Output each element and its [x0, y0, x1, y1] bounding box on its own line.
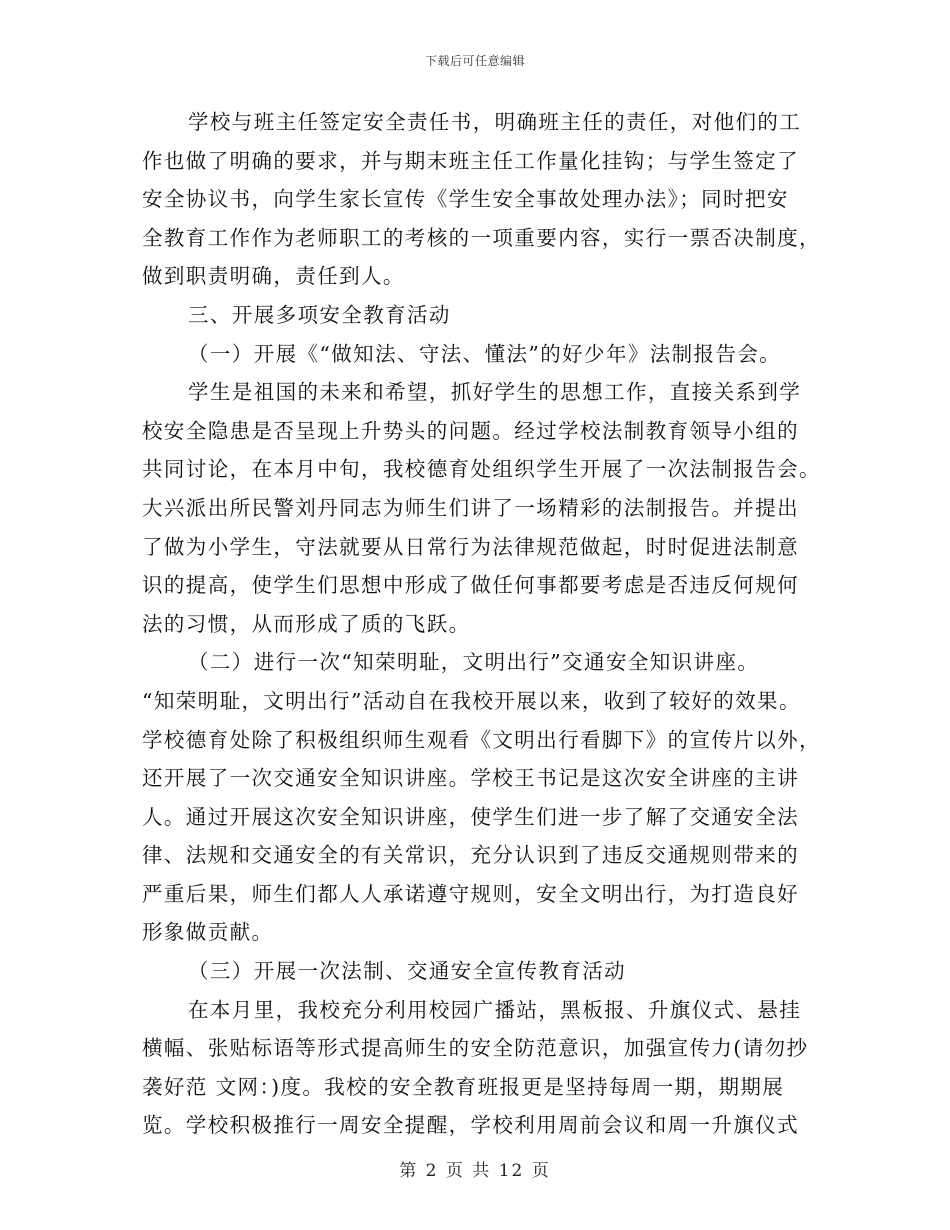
paragraph-line: 安全协议书，向学生家长宣传《学生安全事故处理办法》；同时把安: [142, 187, 789, 212]
paragraph-line: 识的提高，使学生们思想中形成了做任何事都要考虑是否违反何规何: [142, 573, 799, 598]
paragraph-line: 校安全隐患是否呈现上升势头的问题。经过学校法制教育领导小组的: [142, 418, 799, 443]
paragraph-line: 横幅、张贴标语等形式提高师生的安全防范意识，加强宣传力(请勿抄: [142, 1036, 809, 1061]
paragraph-line: 共同讨论，在本月中旬，我校德育处组织学生开展了一次法制报告会。: [142, 457, 821, 482]
page-header: 下载后可任意编辑: [424, 54, 525, 68]
subsection-heading: （二）进行一次“知荣明耻，文明出行”交通安全知识讲座。: [188, 650, 760, 675]
document-body: [142, 103, 821, 1145]
paragraph-line: “知荣明耻，文明出行”活动自在我校开展以来，收到了较好的效果。: [142, 688, 801, 713]
paragraph-line: 大兴派出所民警刘丹同志为师生们讲了一场精彩的法制报告。并提出: [142, 495, 799, 520]
page-number-footer: 第 2 页 共 12 页: [399, 1161, 551, 1181]
paragraph-line: 严重后果，师生们都人人承诺遵守规则，安全文明出行，为打造良好: [142, 881, 799, 906]
paragraph-line: 形象做贡献。: [142, 920, 274, 945]
paragraph-line: 学校德育处除了积极组织师生观看《文明出行看脚下》的宣传片以外，: [142, 727, 821, 752]
paragraph-line: 还开展了一次交通安全知识讲座。学校王书记是这次安全讲座的主讲: [142, 766, 799, 791]
paragraph-line: 袭好范 文网：)度。我校的安全教育班报更是坚持每周一期，期期展: [142, 1074, 785, 1099]
section-heading: 三、开展多项安全教育活动: [188, 302, 451, 327]
paragraph-line: 学生是祖国的未来和希望，抓好学生的思想工作，直接关系到学: [188, 380, 802, 405]
paragraph-line: 做到职责明确，责任到人。: [142, 264, 405, 289]
paragraph-line: 律、法规和交通安全的有关常识，充分认识到了违反交通规则带来的: [142, 843, 799, 868]
paragraph-line: 作也做了明确的要求，并与期末班主任工作量化挂钩；与学生签定了: [142, 148, 799, 173]
paragraph-line: 在本月里，我校充分利用校园广播站，黑板报、升旗仪式、悬挂: [188, 997, 802, 1022]
paragraph-line: 全教育工作作为老师职工的考核的一项重要内容，实行一票否决制度，: [142, 225, 821, 250]
paragraph-line: 法的习惯，从而形成了质的飞跃。: [142, 611, 471, 636]
paragraph-line: 人。通过开展这次安全知识讲座，使学生们进一步了解了交通安全法: [142, 804, 799, 829]
paragraph-line: 了做为小学生，守法就要从日常行为法律规范做起，时时促进法制意: [142, 534, 799, 559]
subsection-heading: （一）开展《“做知法、守法、懂法”的好少年》法制报告会。: [188, 341, 782, 366]
subsection-heading: （三）开展一次法制、交通安全宣传教育活动: [188, 959, 626, 984]
paragraph-line: 览。学校积极推行一周安全提醒，学校利用周前会议和周一升旗仪式: [142, 1113, 799, 1138]
paragraph-line: 学校与班主任签定安全责任书，明确班主任的责任，对他们的工: [188, 110, 802, 134]
